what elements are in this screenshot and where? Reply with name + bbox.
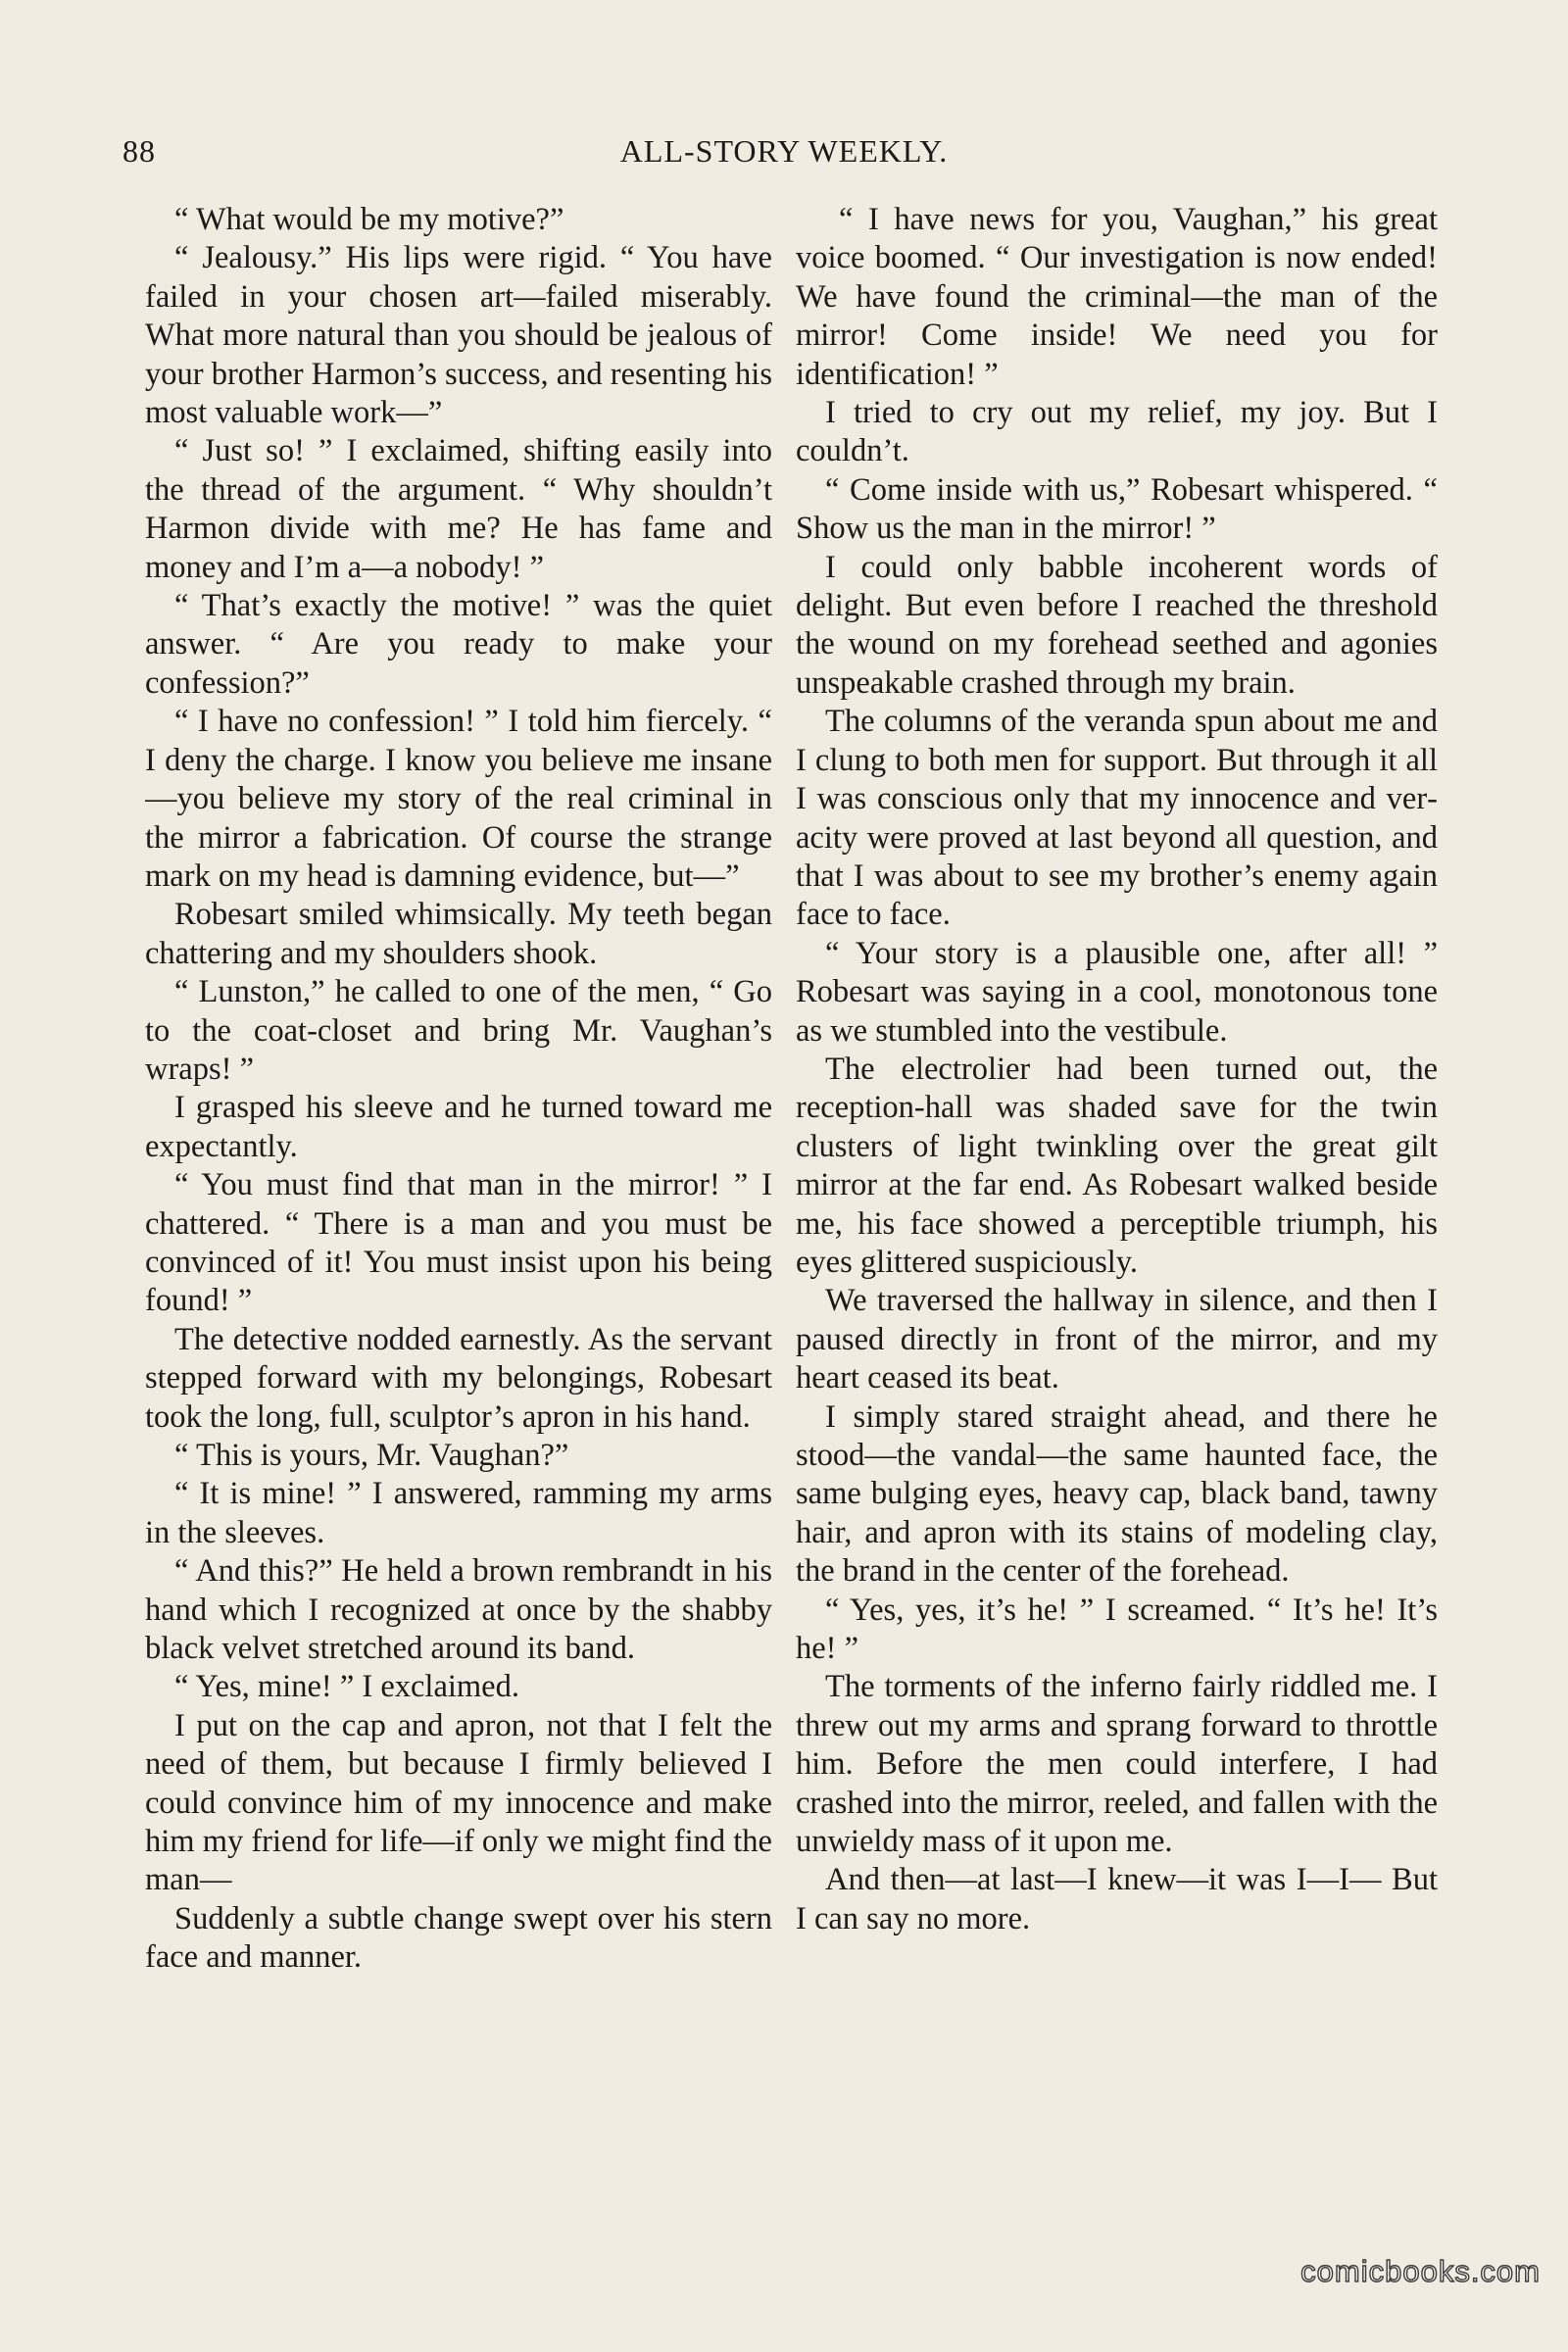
paragraph: “ It is mine! ” I answered, ramming my arms in the sleeves.	[145, 1476, 772, 1550]
paragraph: “ That’s exactly the motive! ” was the quiet answer. “ Are you ready to make your confession?”	[145, 588, 772, 701]
paragraph: “ What would be my motive?”	[174, 202, 564, 237]
paragraph: The detective nodded earnestly. As the servant stepped forward with my belongings, Robesart took the long, full, sculptor’s apron in his hand.	[145, 1321, 772, 1435]
left-column	[145, 201, 772, 2220]
paragraph: “ I have no confession! ” I told him fiercely. “ I deny the charge. I know you believe me insane—you believe my story of the real criminal in the mirror a fabrication. Of course the strange mark on my head is damning evidence, but—”	[145, 704, 772, 894]
paragraph: Robesart smiled whimsically. My teeth began chattering and my shoulders shook.	[145, 897, 772, 971]
paragraph: I could only babble incoherent words of delight. But even before I reached the threshold the wound on my forehead seethed and agonies unspeakable crashed through my brain.	[796, 549, 1438, 701]
paragraph: The electrolier had been turned out, the reception-hall was shaded save for the twin clusters of light twinkling over the great gilt mirror at the far end. As Robesart walked beside me, his face showed a perceptible triumph, his eyes glittered suspiciously.	[796, 1051, 1438, 1280]
paragraph: “ Come inside with us,” Robesart whispered. “ Show us the man in the mirror! ”	[796, 471, 1438, 547]
paragraph: I put on the cap and apron, not that I felt the need of them, but because I firmly believed I could convince him of my innocence and make him my friend for life—if only we might find the man—	[145, 1707, 772, 1898]
paragraph: “ This is yours, Mr. Vaughan?”	[174, 1438, 569, 1473]
paragraph: I grasped his sleeve and he turned toward me expectantly.	[145, 1090, 772, 1164]
paragraph: “ Just so! ” I exclaimed, shifting easily into the thread of the argument. “ Why shouldn’t Harmon divide with me? He has fame and money and I’m a—a nobody! ”	[145, 433, 772, 585]
paragraph: “ Yes, yes, it’s he! ” I screamed. “ It’s he! It’s he! ”	[796, 1592, 1438, 1667]
watermark: comicbooks.com	[1300, 2254, 1541, 2288]
paragraph: “ You must find that man in the mirror! ” I chattered. “ There is a man and you must be convinced of it! You must insist upon his being found! ”	[145, 1167, 772, 1319]
paragraph: “ Jealousy.” His lips were rigid. “ You have failed in your chosen art—failed miserably. What more natural than you should be jealous of your brother Harmon’s success, and resenting his most valuable work—”	[145, 240, 772, 431]
page-number: 88	[122, 133, 156, 169]
paragraph: “ Lunston,” he called to one of the men, “ Go to the coat-closet and bring Mr. Vaughan’s wraps! ”	[145, 974, 772, 1087]
paragraph: “ I have news for you, Vaughan,” his great voice boomed. “ Our investigation is now ended! We have found the criminal—the man of the mirror! Come inside! We need you for identification! ”	[796, 202, 1438, 392]
paragraph: “ Yes, mine! ” I exclaimed.	[174, 1669, 519, 1705]
paragraph: And then—at last—I knew—it was I—I— But I can say no more.	[796, 1862, 1438, 1936]
page-header	[122, 133, 1446, 176]
running-head: ALL-STORY WEEKLY.	[619, 133, 949, 169]
paragraph: The torments of the inferno fairly riddled me. I threw out my arms and sprang forward to throttle him. Before the men could interfere, I had crashed into the mirror, reeled, and fallen with the unwieldy mass of it upon me.	[796, 1669, 1438, 1860]
paragraph: “ Your story is a plausible one, after all! ” Robesart was saying in a cool, monotonous tone as we stumbled into the vestibule.	[796, 935, 1438, 1049]
paragraph: The columns of the veranda spun about me and I clung to both men for support. But through it all I was conscious only that my innocence and veracity were proved at last beyond all question, and that I was about to see my brother’s enemy again face to face.	[796, 704, 1438, 933]
paragraph: I tried to cry out my relief, my joy. But I couldn’t.	[796, 395, 1438, 469]
paragraph: I simply stared straight ahead, and there he stood—the vandal—the same haunted face, the same bulging eyes, heavy cap, black band, tawny hair, and apron with its stains of modeling clay, the brand in the center of the forehead.	[796, 1398, 1438, 1590]
paragraph: Suddenly a subtle change swept over his stern face and manner.	[145, 1900, 772, 1976]
paragraph: We traversed the hallway in silence, and then I paused directly in front of the mirror, and my heart ceased its beat.	[796, 1283, 1438, 1396]
right-column	[796, 201, 1438, 2220]
paragraph: “ And this?” He held a brown rembrandt in his hand which I recognized at once by the shabby black velvet stretched around its band.	[145, 1553, 772, 1667]
